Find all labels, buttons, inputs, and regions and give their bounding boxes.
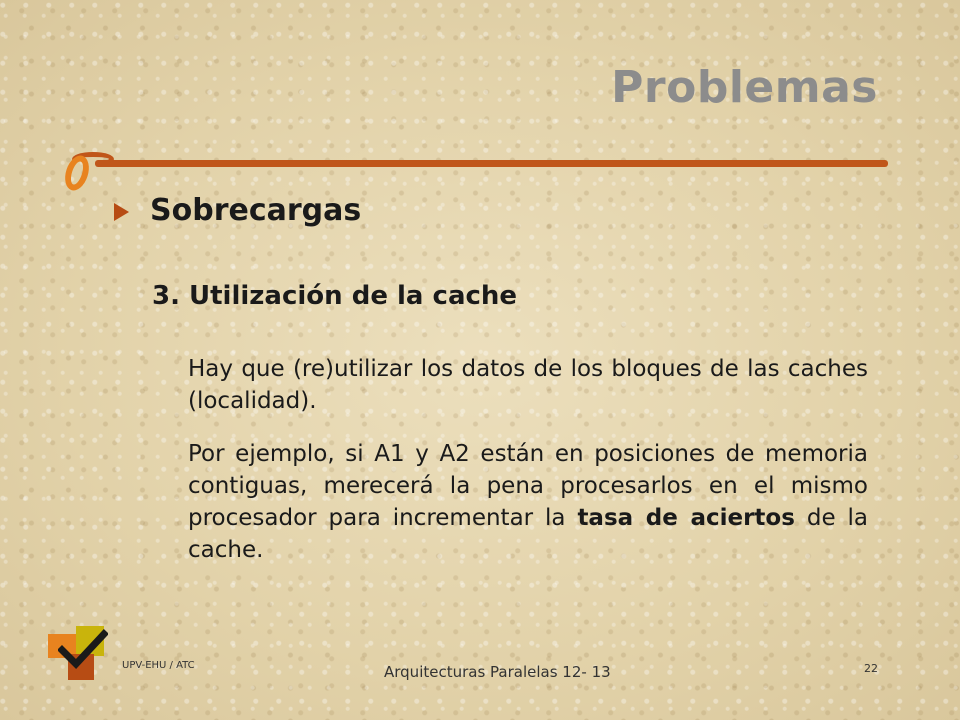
paragraph-2-bold: tasa de aciertos — [577, 505, 795, 531]
footer-institution: UPV-EHU / ATC — [122, 660, 195, 671]
checkmark-logo-icon — [48, 626, 108, 681]
checkmark-icon — [58, 628, 108, 672]
paragraph-2 — [188, 438, 868, 566]
page-title: Problemas — [611, 62, 878, 113]
subheading: 3. Utilización de la cache — [152, 281, 518, 311]
triangle-bullet-icon — [114, 203, 129, 221]
footer-course: Arquitecturas Paralelas 12- 13 — [384, 663, 611, 681]
paragraph-2-start: Por ejemplo, si A1 y A2 están en posiciones de memoria contiguas, merecerá la pena procesarlos en el mismo procesador para incrementar la — [188, 441, 868, 531]
title-divider-rule — [95, 160, 888, 167]
footer-page-number: 22 — [864, 662, 878, 675]
section-heading: Sobrecargas — [150, 193, 362, 228]
paragraph-1: Hay que (re)utilizar los datos de los bloques de las caches (localidad). — [188, 356, 868, 414]
paragraph-2-end: de la cache. — [188, 505, 868, 563]
